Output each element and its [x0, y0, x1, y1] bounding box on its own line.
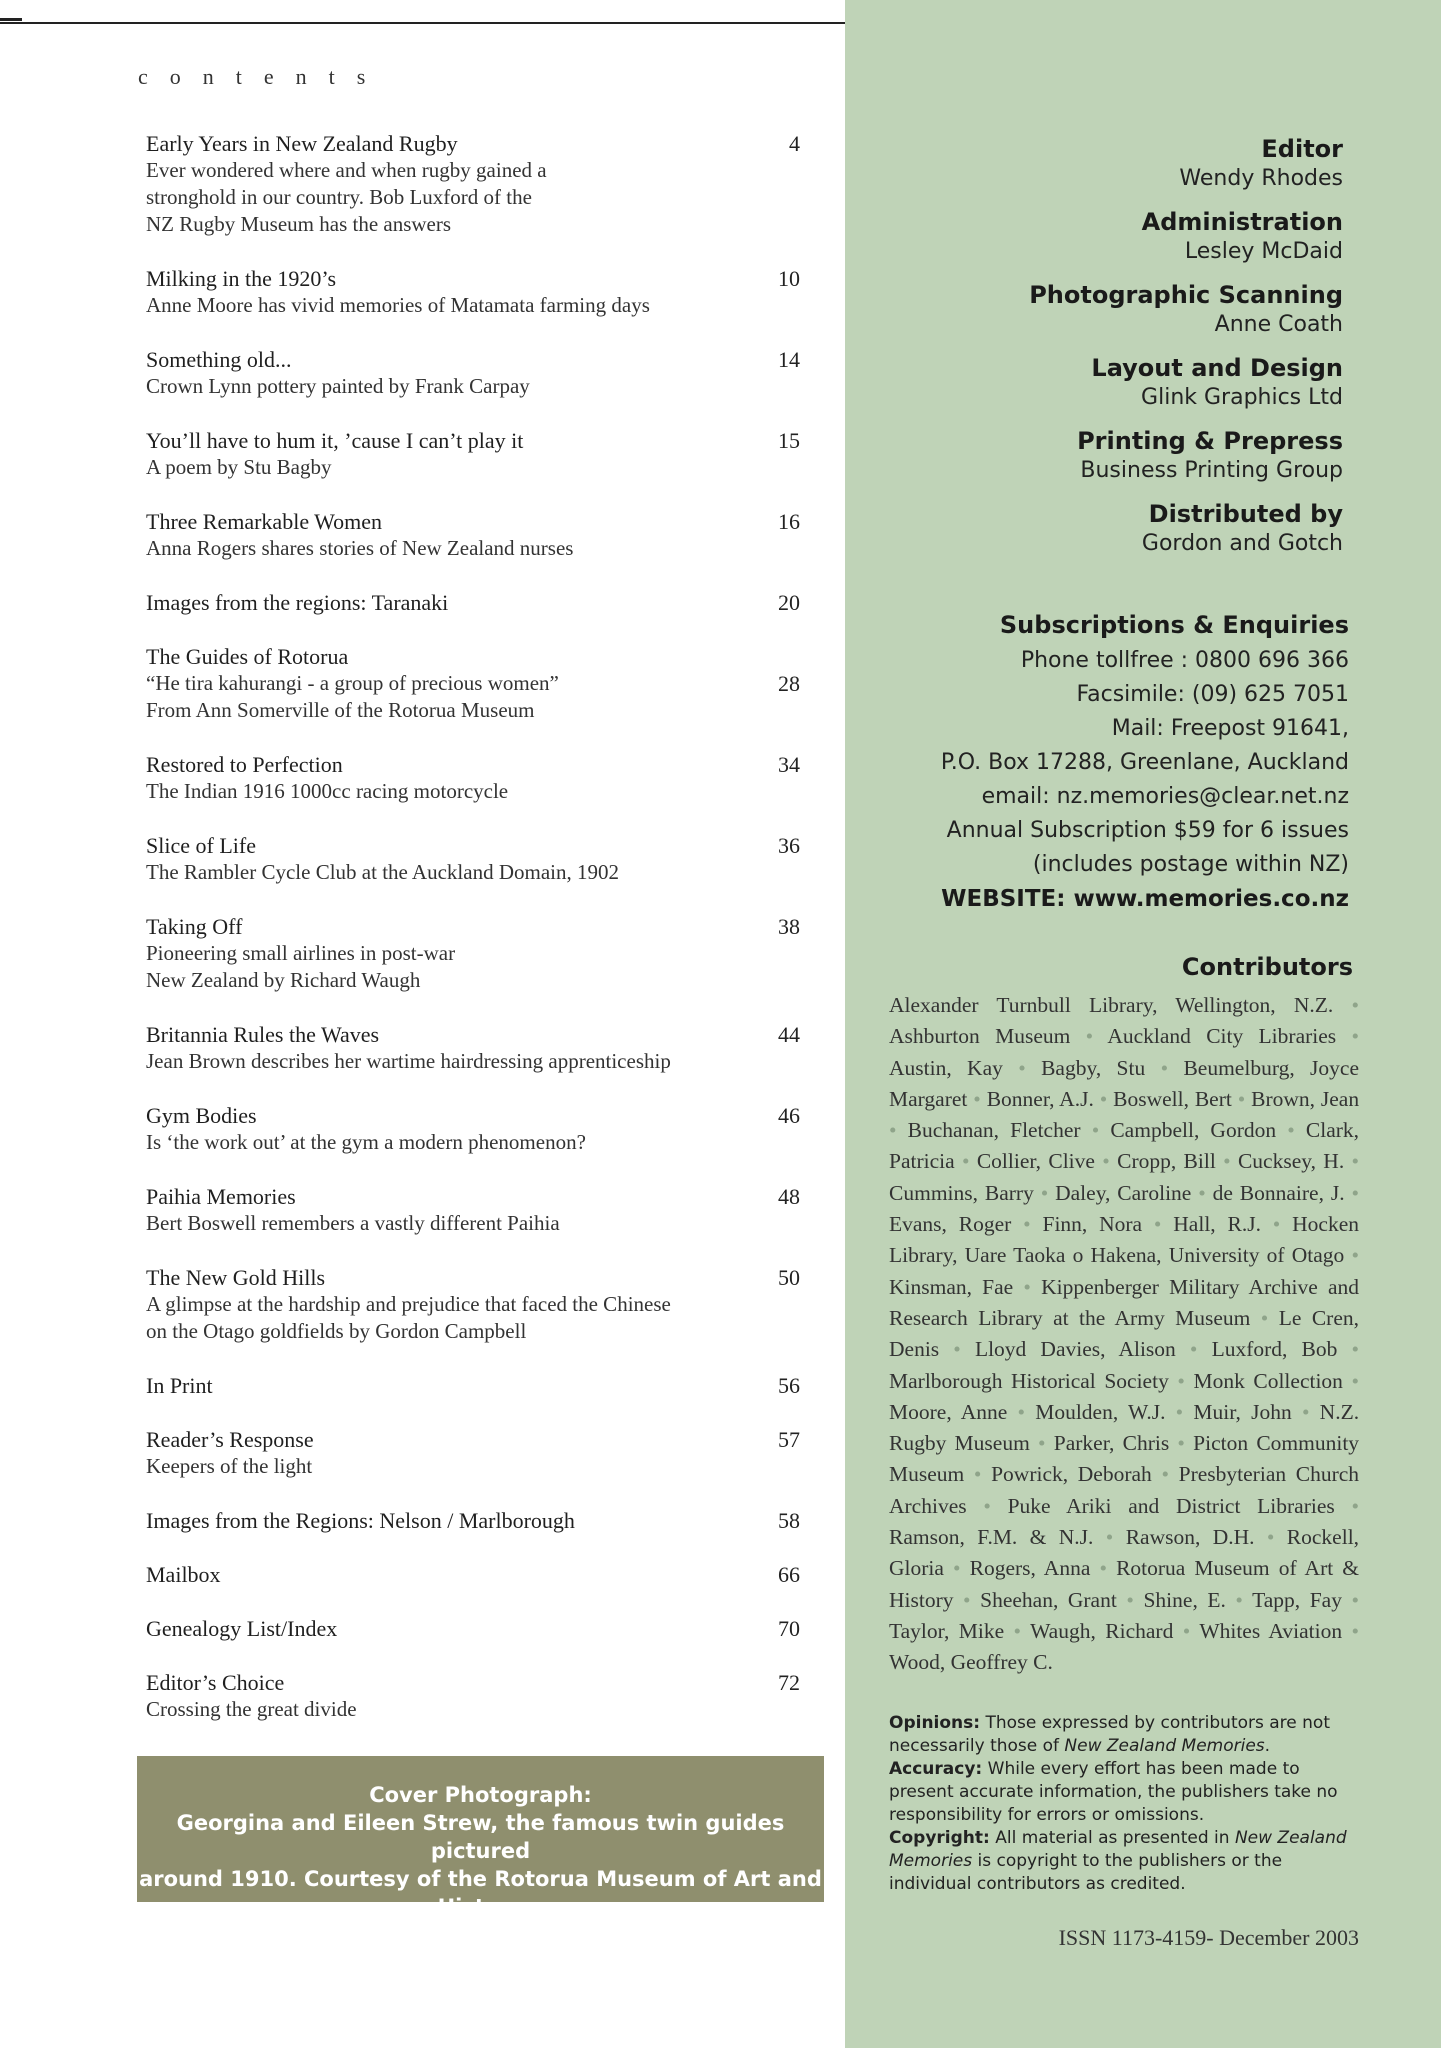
toc-page-number: 14	[778, 347, 800, 372]
bullet-separator: •	[1351, 1024, 1359, 1049]
opinions-text: Those expressed by contributors are not necessarily those of	[889, 1713, 1330, 1756]
contributor-name: Rawson, D.H.	[1125, 1525, 1255, 1550]
subscription-line: (includes postage within NZ)	[1032, 852, 1349, 877]
contributor-name: Luxford, Bob	[1211, 1337, 1338, 1362]
toc-page-number: 50	[778, 1265, 800, 1290]
bullet-separator: •	[1237, 1086, 1246, 1111]
contributor-name: Alexander Turnbull Library, Wellington, N.Z.	[889, 993, 1334, 1017]
contributor-name: Hocken Library, Uare Taoka o Hakena, University of Otago	[889, 1212, 1360, 1268]
toc-description: Keepers of the light	[146, 1454, 313, 1478]
bullet-separator: •	[1023, 1212, 1031, 1237]
toc-title: Mailbox	[146, 1562, 221, 1587]
toc-description: stronghold in our country. Bob Luxford of the	[146, 185, 532, 209]
toc-title: Taking Off	[146, 914, 243, 939]
toc-title: Something old...	[146, 347, 292, 372]
credit-name: Business Printing Group	[1080, 458, 1343, 483]
toc-page-number: 70	[778, 1616, 800, 1641]
bullet-separator: •	[1161, 1462, 1169, 1487]
bullet-separator: •	[1105, 1525, 1114, 1550]
toc-entry[interactable]	[146, 1507, 804, 1534]
toc-entry[interactable]	[146, 1183, 804, 1237]
credit-name: Wendy Rhodes	[1179, 166, 1343, 191]
credit-role: Distributed by	[1148, 500, 1343, 528]
contributor-name: Finn, Nora	[1042, 1212, 1143, 1237]
bullet-separator: •	[1351, 1243, 1360, 1268]
bullet-separator: •	[1301, 1399, 1310, 1424]
toc-page-number: 56	[778, 1373, 800, 1398]
toc-title: Editor’s Choice	[146, 1670, 285, 1695]
contributor-name: Hall, R.J.	[1173, 1212, 1261, 1237]
toc-description: The Indian 1916 1000cc racing motorcycle	[146, 779, 509, 803]
bullet-separator: •	[1351, 1149, 1360, 1174]
top-rule	[0, 22, 845, 24]
bullet-separator: •	[1126, 1587, 1134, 1612]
contributor-name: Daley, Caroline	[1055, 1180, 1192, 1205]
bullet-separator: •	[1102, 1149, 1110, 1174]
toc-entry[interactable]	[146, 1615, 804, 1642]
contributor-name: Collier, Clive	[976, 1149, 1095, 1174]
toc-description: NZ Rugby Museum has the answers	[146, 212, 452, 236]
credit-name: Gordon and Gotch	[1141, 531, 1343, 556]
legal-notes	[889, 1712, 1349, 1896]
toc-page-number: 28	[778, 671, 800, 696]
issn-date: ISSN 1173-4159- December 2003	[1058, 1925, 1359, 1950]
bullet-separator: •	[1351, 1180, 1359, 1205]
toc-page-number: 38	[778, 914, 800, 939]
toc-entry[interactable]	[146, 1669, 804, 1723]
credit-role: Layout and Design	[1091, 354, 1343, 382]
contributor-name: Presbyterian Church Archives	[889, 1462, 1360, 1518]
publication-title: New Zealand Memories	[1064, 1736, 1265, 1756]
toc-entry[interactable]	[146, 832, 804, 886]
bullet-separator: •	[983, 1493, 991, 1518]
bullet-separator: •	[1085, 1024, 1094, 1049]
bullet-separator: •	[1260, 1305, 1269, 1330]
contributor-name: Moore, Anne	[889, 1399, 1008, 1424]
toc-entry[interactable]	[146, 1426, 804, 1480]
contributor-name: Moulden, W.J.	[1035, 1399, 1166, 1424]
contributor-name: Brown, Jean	[1251, 1086, 1360, 1111]
staff-credits	[1029, 134, 1343, 572]
contributors-list	[889, 990, 1359, 1679]
toc-entry[interactable]	[146, 1372, 804, 1399]
bullet-separator: •	[1287, 1118, 1295, 1143]
copyright-note	[889, 1827, 1349, 1896]
contributor-name: Beumelburg, Joyce Margaret	[889, 1055, 1360, 1111]
bullet-separator: •	[1351, 1493, 1360, 1518]
bullet-separator: •	[1351, 993, 1360, 1017]
contributor-name: Picton Community Museum	[889, 1431, 1360, 1487]
toc-entry[interactable]	[146, 1102, 804, 1156]
contributor-name: Rockell, Gloria	[889, 1525, 1360, 1581]
bullet-separator: •	[973, 1462, 982, 1487]
contributor-name: Marlborough Historical Society	[889, 1368, 1169, 1393]
contributor-name: Evans, Roger	[889, 1212, 1012, 1237]
toc-description: Pioneering small airlines in post-war	[146, 941, 456, 965]
bullet-separator: •	[1013, 1618, 1022, 1643]
contributor-name: Ramson, F.M. & N.J.	[889, 1525, 1094, 1550]
bullet-separator: •	[1351, 1618, 1360, 1643]
bullet-separator: •	[1160, 1055, 1169, 1080]
website-link[interactable]: WEBSITE: www.memories.co.nz	[941, 886, 1349, 912]
contributors-heading: Contributors	[1181, 953, 1353, 981]
toc-page-number: 66	[778, 1562, 800, 1587]
credit-name: Anne Coath	[1214, 312, 1343, 337]
cover-caption-line: around 1910. Courtesy of the Rotorua Museum of Art and History	[139, 1867, 822, 1919]
toc-description: Ever wondered where and when rugby gained a	[146, 158, 547, 182]
contributor-name: N.Z. Rugby Museum	[889, 1399, 1360, 1456]
toc-entry[interactable]	[146, 265, 804, 319]
contributor-name: Cucksey, H.	[1237, 1149, 1345, 1174]
bullet-separator: •	[973, 1086, 981, 1111]
toc-title: Images from the regions: Taranaki	[146, 590, 449, 615]
toc-entry[interactable]	[146, 1264, 804, 1345]
toc-title: Restored to Perfection	[146, 752, 343, 777]
bullet-separator: •	[1153, 1212, 1162, 1237]
contributor-name: Waugh, Richard	[1030, 1618, 1174, 1643]
bullet-separator: •	[1038, 1431, 1046, 1456]
toc-entry[interactable]	[146, 1021, 804, 1075]
toc-page-number: 16	[778, 509, 800, 534]
toc-description: A poem by Stu Bagby	[146, 455, 332, 479]
toc-page-number: 10	[778, 266, 800, 291]
contributor-name: Shine, E.	[1143, 1587, 1226, 1612]
bullet-separator: •	[1223, 1149, 1231, 1174]
subscription-line: Phone tollfree : 0800 696 366	[1020, 648, 1349, 673]
contributor-name: Wood, Geoffrey C.	[889, 1650, 1053, 1675]
contributor-name: Buchanan, Fletcher	[907, 1118, 1081, 1143]
contributor-name: Sheehan, Grant	[980, 1587, 1117, 1612]
toc-description: on the Otago goldfields by Gordon Campbell	[146, 1319, 527, 1343]
copyright-text-end: is copyright to the publishers or the individual contributors as credited.	[889, 1851, 1283, 1894]
toc-title: Paihia Memories	[146, 1184, 296, 1209]
subscription-line: Annual Subscription $59 for 6 issues	[946, 818, 1349, 843]
contributor-name: Whites Aviation	[1199, 1618, 1343, 1643]
contributor-name: Lloyd Davies, Alison	[974, 1337, 1176, 1362]
toc-page-number: 4	[789, 131, 800, 156]
subscription-line: Facsimile: (09) 625 7051	[1076, 682, 1349, 707]
toc-title: Images from the Regions: Nelson / Marlborough	[146, 1508, 575, 1533]
bullet-separator: •	[1091, 1118, 1100, 1143]
toc-entry[interactable]	[146, 751, 804, 805]
toc-description: The Rambler Cycle Club at the Auckland Domain, 1902	[146, 860, 619, 884]
bullet-separator: •	[1175, 1399, 1184, 1424]
toc-page-number: 36	[778, 833, 800, 858]
opinions-text-end: .	[1264, 1736, 1271, 1756]
contributor-name: Parker, Chris	[1053, 1431, 1170, 1456]
toc-description: Anne Moore has vivid memories of Matamata farming days	[146, 293, 650, 317]
contributor-name: Monk Collection	[1193, 1368, 1343, 1393]
bullet-separator: •	[1023, 1274, 1031, 1299]
contributor-name: Taylor, Mike	[889, 1618, 1005, 1643]
accuracy-label: Accuracy:	[889, 1759, 983, 1779]
contributor-name: Rogers, Anna	[969, 1556, 1091, 1581]
toc-page-number: 44	[778, 1022, 800, 1047]
toc-description: Anna Rogers shares stories of New Zealand nurses	[146, 536, 574, 560]
contributor-name: Bonner, A.J.	[986, 1086, 1094, 1111]
toc-description: Crossing the great divide	[146, 1697, 357, 1721]
opinions-label: Opinions:	[889, 1713, 981, 1733]
copyright-label: Copyright:	[889, 1828, 990, 1848]
cover-caption-line: Georgina and Eileen Strew, the famous twin guides pictured	[176, 1811, 785, 1863]
bullet-separator: •	[953, 1337, 961, 1362]
bullet-separator: •	[1235, 1587, 1243, 1612]
bullet-separator: •	[1272, 1212, 1281, 1237]
contributor-name: Kinsman, Fae	[889, 1274, 1014, 1299]
toc-description: New Zealand by Richard Waugh	[146, 968, 421, 992]
accuracy-text: While every effort has been made to present accurate information, the publishers take no responsibility for errors or omissions.	[889, 1759, 1338, 1825]
toc-title: The New Gold Hills	[146, 1265, 326, 1290]
bullet-separator: •	[1099, 1086, 1108, 1111]
contributor-name: Puke Ariki and District Libraries	[1007, 1493, 1335, 1518]
contributor-name: Le Cren, Denis	[889, 1305, 1360, 1362]
toc-entry[interactable]	[146, 1561, 804, 1588]
bullet-separator: •	[1351, 1337, 1360, 1362]
subscription-line: P.O. Box 17288, Greenlane, Auckland	[940, 750, 1349, 775]
contributor-name: Ashburton Museum	[889, 1024, 1071, 1049]
contributor-name: Rotorua Museum of Art & History	[889, 1556, 1359, 1612]
toc-entry[interactable]	[146, 643, 804, 724]
bullet-separator: •	[961, 1149, 970, 1174]
bullet-separator: •	[889, 1118, 897, 1143]
toc-page-number: 72	[778, 1670, 800, 1695]
toc-title: In Print	[146, 1373, 213, 1398]
toc-entry[interactable]	[146, 913, 804, 994]
toc-title: Britannia Rules the Waves	[146, 1022, 380, 1047]
subscription-line: Mail: Freepost 91641,	[1111, 716, 1349, 741]
bullet-separator: •	[1351, 1587, 1360, 1612]
cover-caption-heading: Cover Photograph:	[369, 1783, 592, 1807]
toc-description: A glimpse at the hardship and prejudice that faced the Chinese	[146, 1292, 671, 1316]
toc-page-number: 20	[778, 590, 800, 615]
bullet-separator: •	[1099, 1556, 1107, 1581]
toc-title: Three Remarkable Women	[146, 509, 383, 534]
bullet-separator: •	[1266, 1525, 1275, 1550]
toc-page-number: 58	[778, 1508, 800, 1533]
toc-entry[interactable]	[146, 427, 804, 481]
contributor-name: Tapp, Fay	[1252, 1587, 1342, 1612]
toc-entry[interactable]	[146, 346, 804, 400]
contributor-name: Muir, John	[1193, 1399, 1292, 1424]
contributor-name: Bagby, Stu	[1041, 1055, 1146, 1080]
corner-tick	[0, 18, 22, 21]
bullet-separator: •	[1189, 1337, 1198, 1362]
table-of-contents	[146, 130, 804, 1750]
bullet-separator: •	[953, 1556, 961, 1581]
toc-entry[interactable]	[146, 589, 804, 616]
bullet-separator: •	[1177, 1368, 1185, 1393]
credit-role: Printing & Prepress	[1077, 427, 1343, 455]
bullet-separator: •	[1182, 1618, 1191, 1643]
toc-title: You’ll have to hum it, ’cause I can’t play it	[146, 428, 524, 453]
toc-description: Jean Brown describes her wartime hairdressing apprenticeship	[146, 1049, 671, 1073]
toc-title: The Guides of Rotorua	[146, 644, 349, 669]
contributor-name: Powrick, Deborah	[991, 1462, 1152, 1487]
contributor-name: Kippenberger Military Archive and Research Library at the Army Museum	[889, 1274, 1359, 1330]
toc-page-number: 34	[778, 752, 800, 777]
credit-role: Editor	[1261, 135, 1343, 163]
bullet-separator: •	[1018, 1055, 1026, 1080]
contributor-name: Cropp, Bill	[1117, 1149, 1216, 1174]
toc-description: Is ‘the work out’ at the gym a modern phenomenon?	[146, 1130, 586, 1154]
toc-description: Crown Lynn pottery painted by Frank Carpay	[146, 374, 530, 398]
publication-title: New Zealand Memories	[889, 1828, 1347, 1871]
contributor-name: Austin, Kay	[889, 1055, 1003, 1080]
contributor-name: Cummins, Barry	[889, 1180, 1034, 1205]
contributor-name: Campbell, Gordon	[1110, 1118, 1277, 1143]
bullet-separator: •	[963, 1587, 971, 1612]
bullet-separator: •	[1040, 1180, 1049, 1205]
bullet-separator: •	[1198, 1180, 1206, 1205]
contributor-name: de Bonnaire, J.	[1212, 1180, 1345, 1205]
toc-page-number: 57	[778, 1427, 800, 1452]
subscription-line[interactable]: email: nz.memories@clear.net.nz	[981, 784, 1349, 809]
toc-entry[interactable]	[146, 130, 804, 238]
toc-page-number: 15	[778, 428, 800, 453]
toc-title: Slice of Life	[146, 833, 256, 858]
cover-photograph-caption	[137, 1756, 824, 1919]
toc-entry[interactable]	[146, 508, 804, 562]
contents-heading: contents	[138, 64, 388, 89]
bullet-separator: •	[1017, 1399, 1026, 1424]
toc-title: Reader’s Response	[146, 1427, 314, 1452]
credit-role: Administration	[1141, 208, 1343, 236]
credit-name: Glink Graphics Ltd	[1141, 385, 1343, 410]
toc-title: Milking in the 1920’s	[146, 266, 337, 291]
toc-title: Early Years in New Zealand Rugby	[146, 131, 458, 156]
credit-name: Lesley McDaid	[1184, 239, 1343, 264]
contributor-name: Auckland City Libraries	[1107, 1024, 1337, 1049]
contributor-name: Clark, Patricia	[889, 1118, 1360, 1174]
copyright-text: All material as presented in	[995, 1828, 1235, 1848]
credit-role: Photographic Scanning	[1029, 281, 1343, 309]
bullet-separator: •	[1351, 1368, 1360, 1393]
toc-description: From Ann Somerville of the Rotorua Museum	[146, 698, 535, 722]
opinions-note	[889, 1712, 1349, 1758]
accuracy-note	[889, 1758, 1349, 1827]
subscriptions-block	[941, 609, 1349, 916]
toc-description: Bert Boswell remembers a vastly different Paihia	[146, 1211, 560, 1235]
toc-title: Genealogy List/Index	[146, 1616, 338, 1641]
toc-page-number: 46	[778, 1103, 800, 1128]
contributor-name: Boswell, Bert	[1113, 1086, 1232, 1111]
toc-description: “He tira kahurangi - a group of precious women”	[146, 671, 559, 695]
subscriptions-heading: Subscriptions & Enquiries	[999, 611, 1349, 639]
toc-title: Gym Bodies	[146, 1103, 257, 1128]
toc-page-number: 48	[778, 1184, 800, 1209]
bullet-separator: •	[1177, 1431, 1185, 1456]
